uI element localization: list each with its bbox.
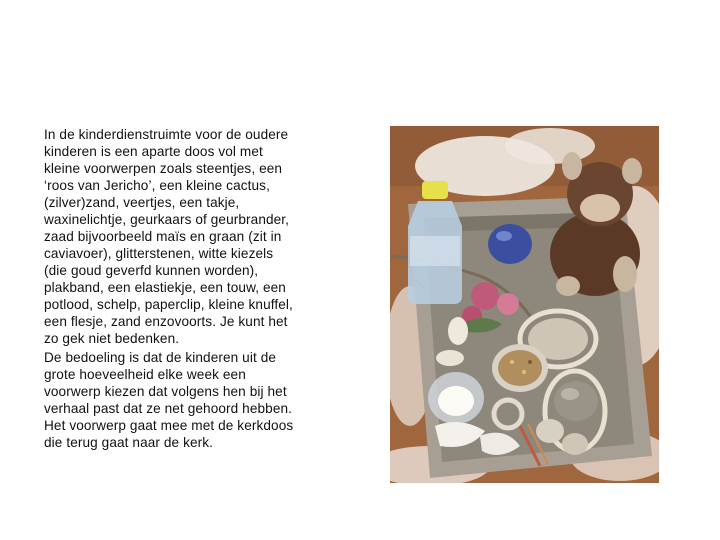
stone — [554, 381, 598, 421]
body-text — [44, 126, 354, 453]
photo-illustration — [390, 126, 659, 483]
paragraph-objects-box: In de kinderdienstruimte voor de oudere kinderen is een aparte doos vol met kleine voorwerpen zoals steentjes, een ‘roos van Jericho’, een kleine cactus, (zilver)zand, veertjes, een takje, waxinelichtje, geurkaars of geurbrander, zaad bijvoorbeeld maïs en graan (zit in caviavoer), glitterstenen, witte kiezels (die goud geverfd kunnen worden), plakband, een elastiekje, een touw, een potlood, schelp, paperclip, kleine knuffel, een flesje, zand enzovoorts. Je kunt het zo gek niet bedenken. — [44, 127, 293, 346]
blue-jar — [488, 224, 532, 264]
shell — [448, 317, 468, 345]
photo-box-of-objects — [390, 126, 659, 483]
dried-flowers — [471, 282, 499, 310]
bottle-cap — [422, 181, 448, 199]
paragraph-purpose: De bedoeling is dat de kinderen uit de grote hoeveelheid elke week een voorwerp kiezen dat volgens hen bij het verhaal past dat ze net gehoord hebben. Het voorwerp gaat mee met de kerkdoos die terug gaat naar de kerk. — [44, 350, 294, 450]
